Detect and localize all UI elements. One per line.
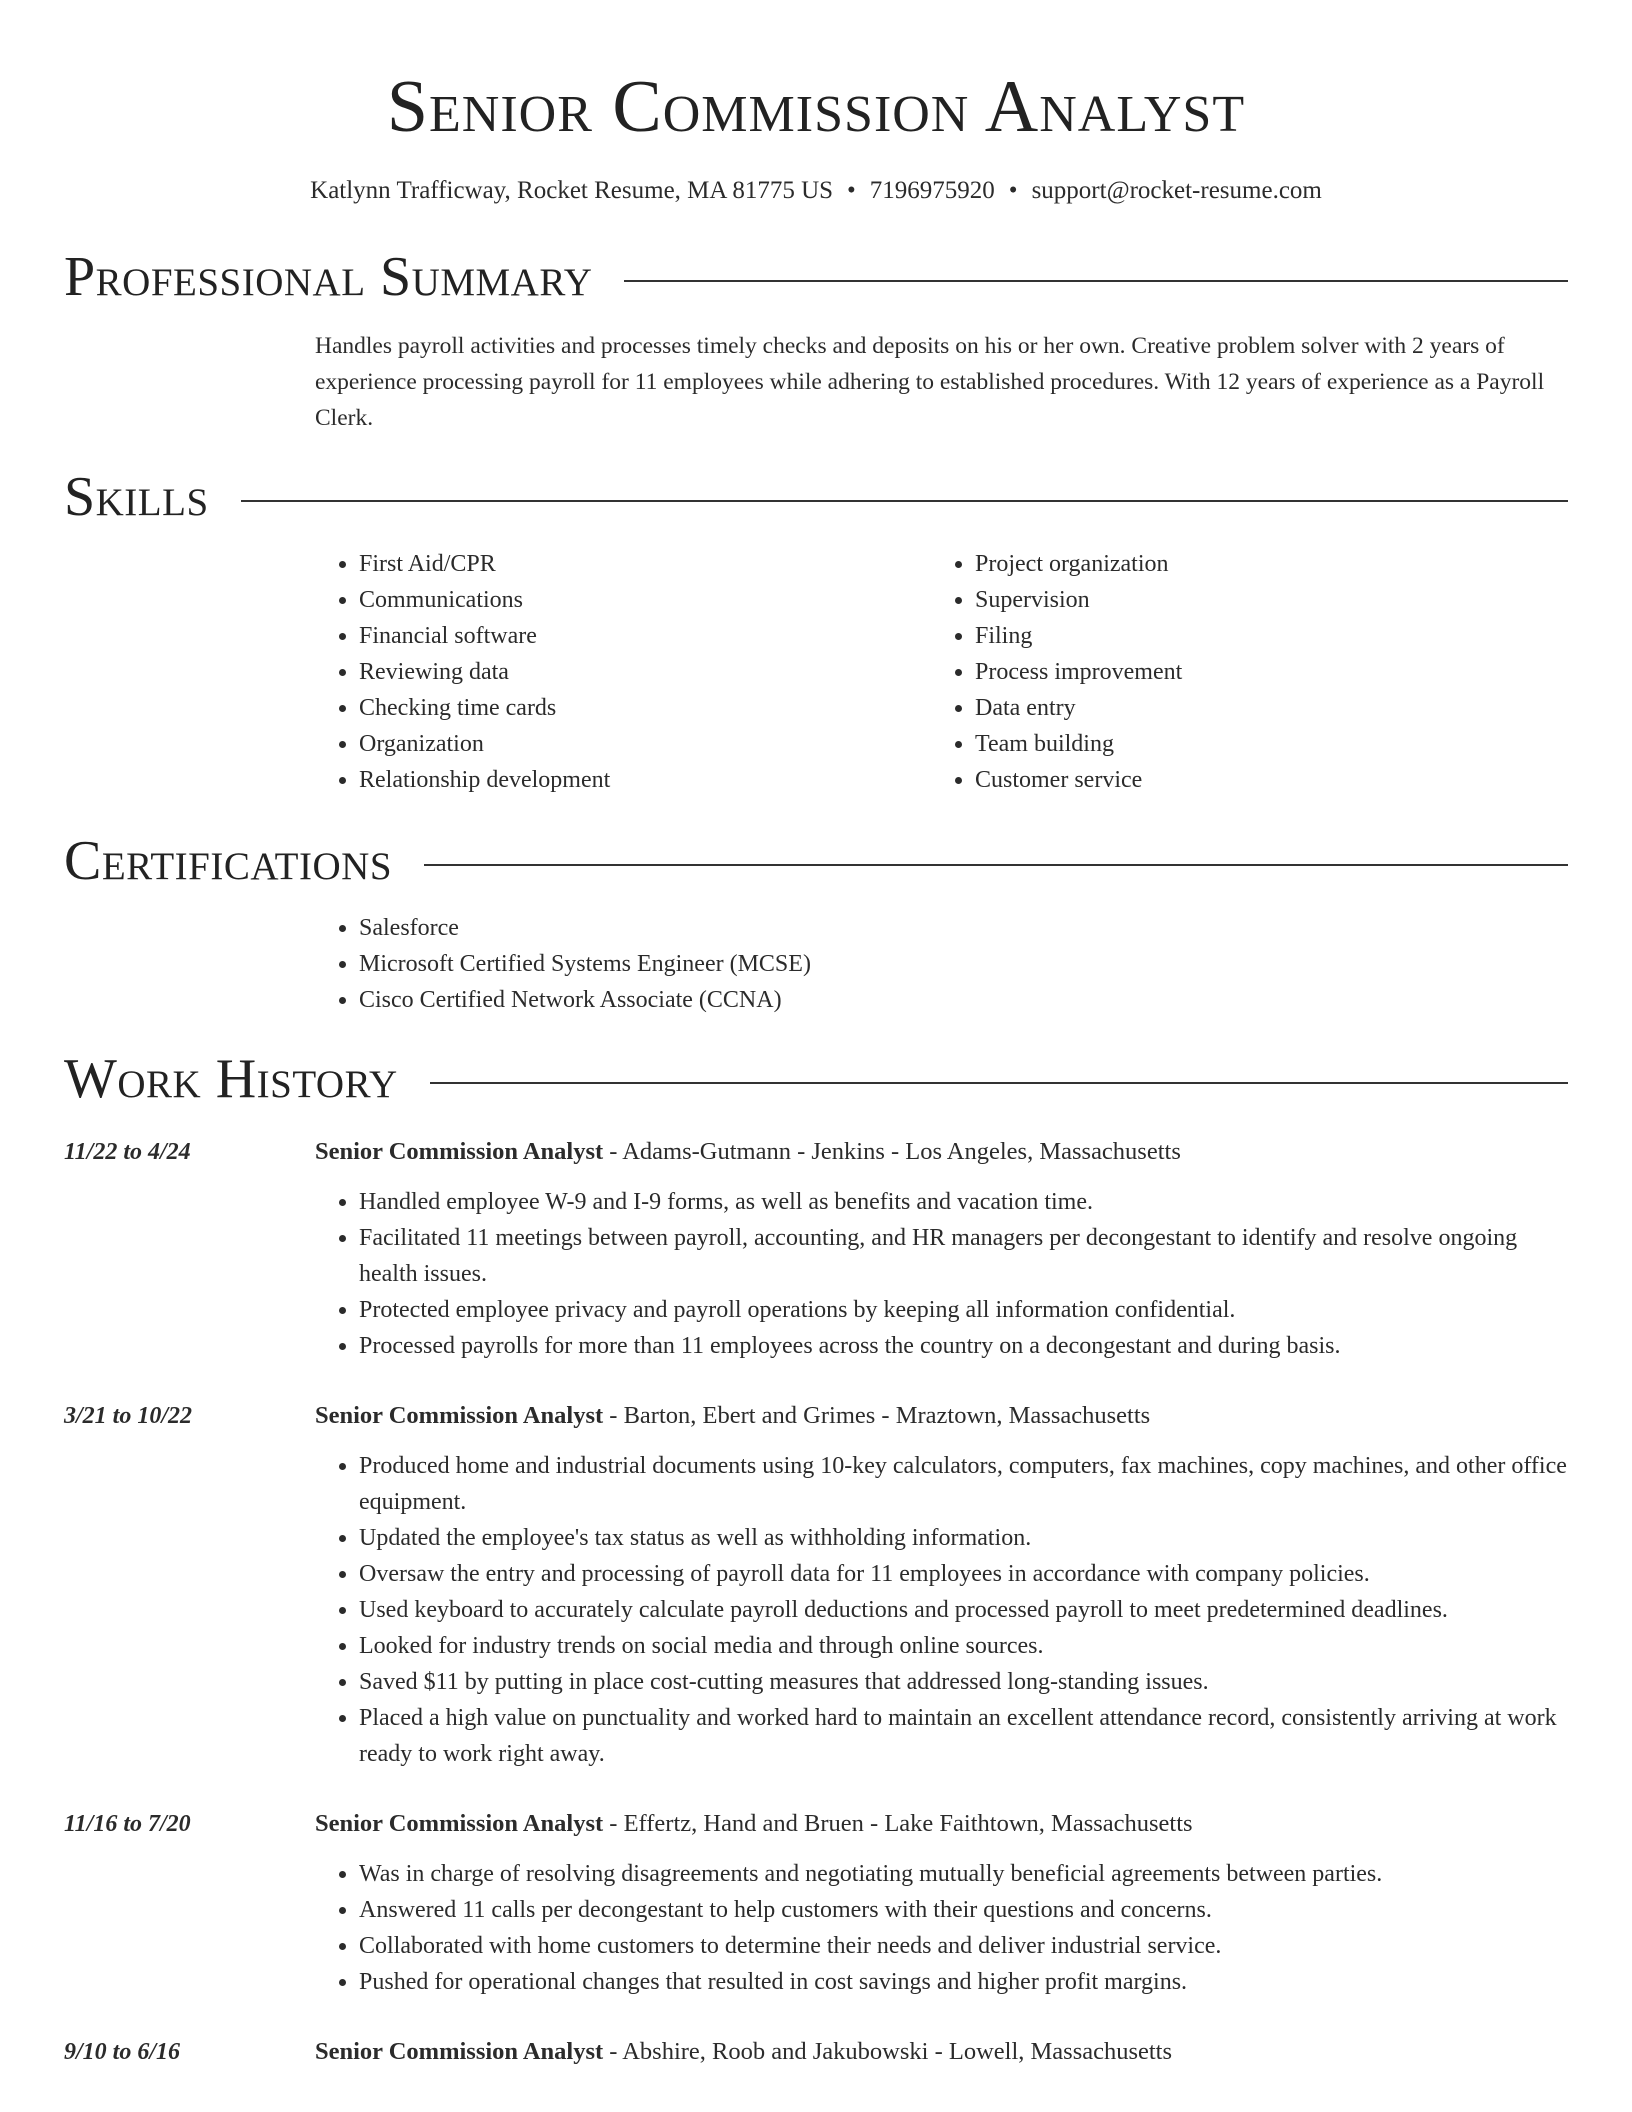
skills-list — [315, 546, 1568, 798]
section-divider — [424, 864, 1568, 866]
job-bullet: • Updated the employee's tax status as well as withholding information. — [359, 1520, 1568, 1556]
certification-item: • Microsoft Certified Systems Engineer (MCSE) — [359, 946, 1568, 982]
job-bullet: • Was in charge of resolving disagreements and negotiating mutually beneficial agreements between parties. — [359, 1856, 1568, 1892]
job-bullets — [315, 1184, 1568, 1364]
job-bullet: • Pushed for operational changes that resulted in cost savings and higher profit margins. — [359, 1964, 1568, 2000]
job-bullet: • Oversaw the entry and processing of payroll data for 11 employees in accordance with company policies. — [359, 1556, 1568, 1592]
skill-item: • Customer service — [975, 762, 1547, 798]
skill-item: • Financial software — [359, 618, 931, 654]
certifications-section-heading — [64, 828, 1568, 894]
job-bullet: • Produced home and industrial documents using 10-key calculators, computers, fax machines, copy machines, and other office equipment. — [359, 1448, 1568, 1520]
job-title-line — [315, 1134, 1181, 1170]
job-bullet: • Placed a high value on punctuality and worked hard to maintain an excellent attendance record, consistently arriving at work ready to work right away. — [359, 1700, 1568, 1772]
skill-item: • Relationship development — [359, 762, 931, 798]
section-divider — [241, 500, 1568, 502]
job-header — [64, 2034, 1568, 2070]
summary-heading: Professional Summary — [64, 246, 593, 308]
job-header — [64, 1806, 1568, 1842]
skills-column-right — [931, 546, 1547, 798]
job-entry — [64, 2034, 1568, 2070]
job-bullet: • Handled employee W-9 and I-9 forms, as well as benefits and vacation time. — [359, 1184, 1568, 1220]
skill-item: • Reviewing data — [359, 654, 931, 690]
job-entry — [64, 1398, 1568, 1772]
resume-title: Senior Commission Analyst — [386, 66, 1246, 148]
skill-item: • Process improvement — [975, 654, 1547, 690]
summary-text: Handles payroll activities and processes timely checks and deposits on his or her own. Creative problem solver with 2 years of experience processing payroll for 11 employees while adhering to established procedures. With 12 years of experience as a Payroll Clerk. — [315, 333, 1545, 431]
work-section-heading — [64, 1046, 1568, 1112]
skills-section-heading — [64, 464, 1568, 530]
job-bullet: • Protected employee privacy and payroll operations by keeping all information confidential. — [359, 1292, 1568, 1328]
job-employer: - Abshire, Roob and Jakubowski - Lowell, Massachusetts — [603, 2038, 1173, 2065]
job-employer: - Barton, Ebert and Grimes - Mraztown, Massachusetts — [603, 1402, 1151, 1429]
skills-heading: Skills — [64, 466, 209, 528]
job-bullet: • Facilitated 11 meetings between payroll, accounting, and HR managers per decongestant to identify and resolve ongoing health issues. — [359, 1220, 1568, 1292]
job-bullet: • Used keyboard to accurately calculate payroll deductions and processed payroll to meet predetermined deadlines. — [359, 1592, 1568, 1628]
skill-item: • Communications — [359, 582, 931, 618]
job-employer: - Adams-Gutmann - Jenkins - Los Angeles, Massachusetts — [603, 1138, 1181, 1165]
section-divider — [430, 1082, 1568, 1084]
job-bullet: • Looked for industry trends on social media and through online sources. — [359, 1628, 1568, 1664]
work-heading: Work History — [64, 1048, 398, 1110]
job-title: Senior Commission Analyst — [315, 1138, 604, 1165]
job-header — [64, 1398, 1568, 1434]
contact-phone: 7196975920 — [869, 177, 995, 204]
skill-item: • Supervision — [975, 582, 1547, 618]
job-title: Senior Commission Analyst — [315, 1810, 604, 1837]
skill-item: • Project organization — [975, 546, 1547, 582]
job-title: Senior Commission Analyst — [315, 1402, 604, 1429]
contact-line — [64, 174, 1568, 208]
contact-email: support@rocket-resume.com — [1031, 177, 1322, 204]
job-bullet: • Processed payrolls for more than 11 employees across the country on a decongestant and during basis. — [359, 1328, 1568, 1364]
summary-section-heading — [64, 244, 1568, 310]
resume-page — [64, 0, 1568, 2070]
job-header — [64, 1134, 1568, 1170]
separator-dot: • — [847, 177, 856, 204]
certifications-heading: Certifications — [64, 830, 393, 892]
skill-item: • Team building — [975, 726, 1547, 762]
job-bullets — [315, 1856, 1568, 2000]
skill-item: • Data entry — [975, 690, 1547, 726]
job-dates: 3/21 to 10/22 — [64, 1403, 193, 1429]
job-bullet: • Answered 11 calls per decongestant to help customers with their questions and concerns. — [359, 1892, 1568, 1928]
job-employer: - Effertz, Hand and Bruen - Lake Faithtown, Massachusetts — [603, 1810, 1193, 1837]
job-dates: 11/22 to 4/24 — [64, 1139, 191, 1165]
job-title-line — [315, 1806, 1193, 1842]
job-bullets — [315, 1448, 1568, 1772]
skills-column-left — [315, 546, 931, 798]
job-entry — [64, 1806, 1568, 2000]
skill-item: • Checking time cards — [359, 690, 931, 726]
job-dates: 11/16 to 7/20 — [64, 1811, 191, 1837]
job-bullet: • Saved $11 by putting in place cost-cutting measures that addressed long-standing issues. — [359, 1664, 1568, 1700]
job-bullet: • Collaborated with home customers to determine their needs and deliver industrial service. — [359, 1928, 1568, 1964]
separator-dot: • — [1008, 177, 1018, 204]
work-history-list — [64, 1134, 1568, 2070]
job-title: Senior Commission Analyst — [315, 2038, 604, 2065]
certifications-list — [315, 910, 1568, 1018]
job-dates: 9/10 to 6/16 — [64, 2039, 181, 2065]
skill-item: • Organization — [359, 726, 931, 762]
section-divider — [624, 280, 1568, 282]
job-title-line — [315, 1398, 1150, 1434]
job-title-line — [315, 2034, 1172, 2070]
contact-address: Katlynn Trafficway, Rocket Resume, MA 81775 US — [310, 177, 834, 204]
skill-item: • First Aid/CPR — [359, 546, 931, 582]
skill-item: • Filing — [975, 618, 1547, 654]
certification-item: • Cisco Certified Network Associate (CCNA) — [359, 982, 1568, 1018]
certification-item: • Salesforce — [359, 910, 1568, 946]
job-entry — [64, 1134, 1568, 1364]
